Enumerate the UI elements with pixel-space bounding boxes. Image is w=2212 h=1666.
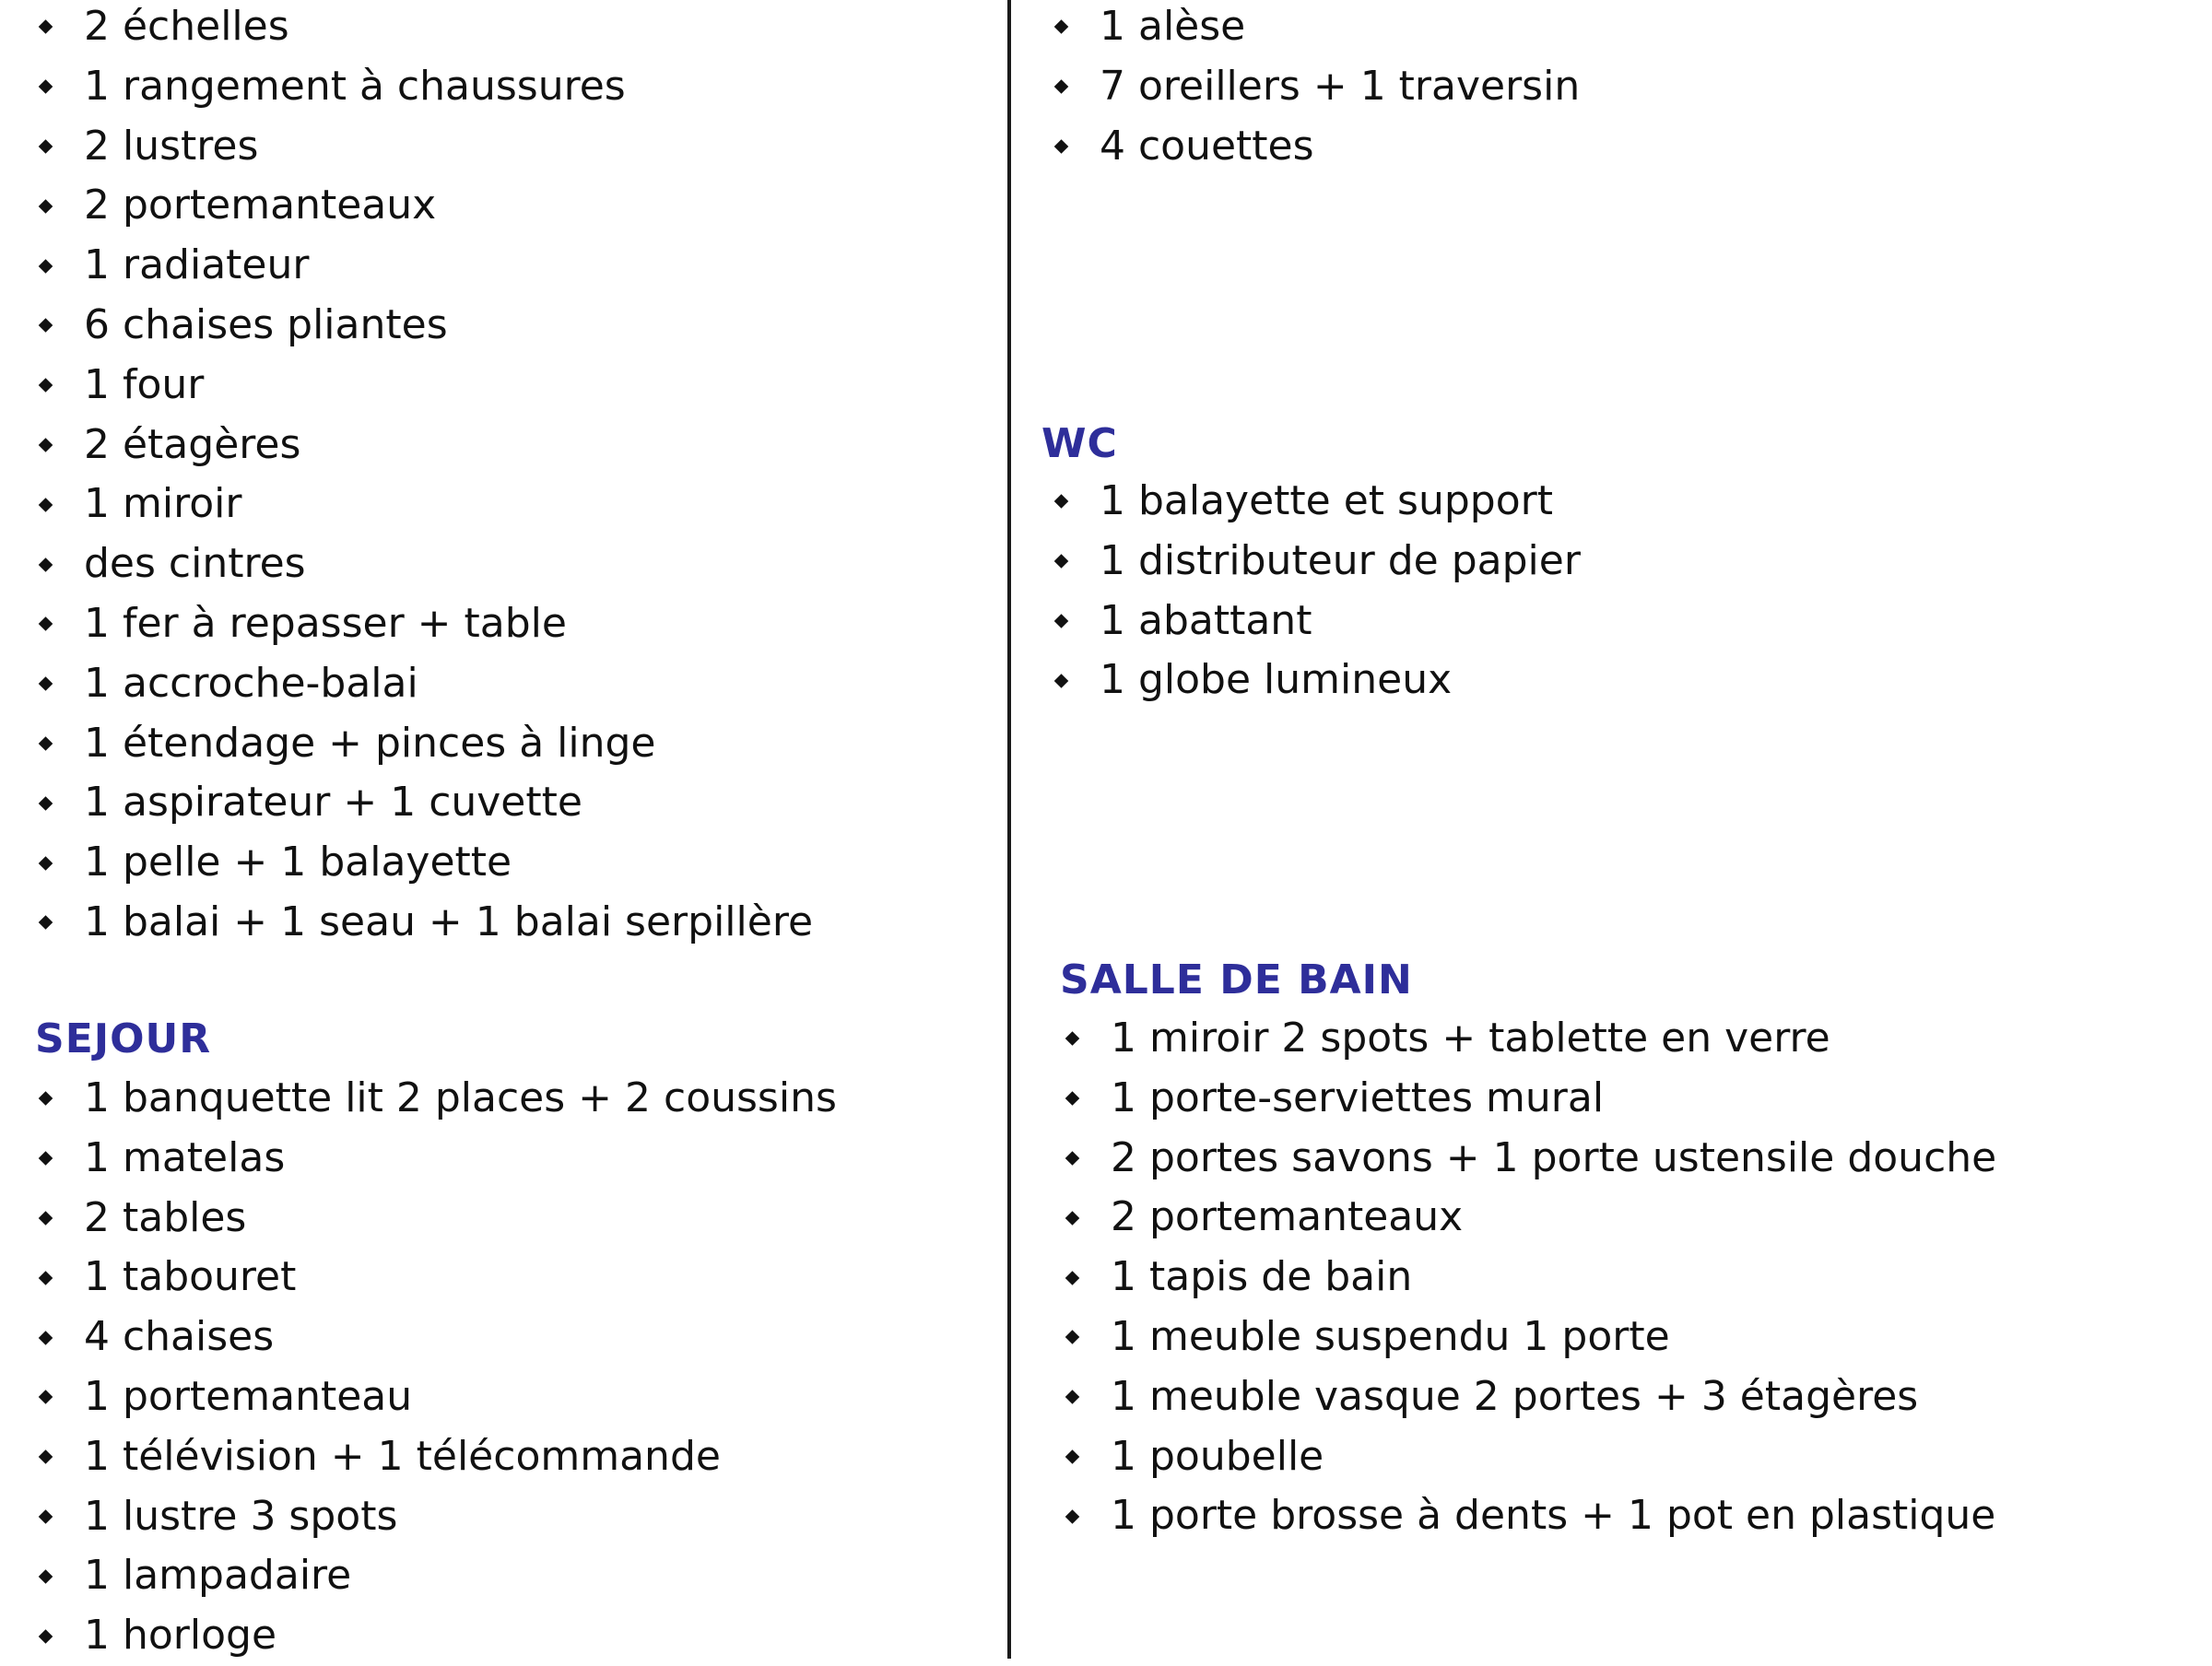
diamond-bullet-icon	[1054, 79, 1069, 94]
list-item-label: 4 chaises	[84, 1313, 275, 1361]
diamond-bullet-icon	[39, 1390, 53, 1405]
diamond-bullet-icon	[1065, 1449, 1080, 1464]
list-item-label: 2 étagères	[84, 420, 301, 468]
diamond-bullet-icon	[1065, 1331, 1080, 1345]
diamond-bullet-icon	[39, 676, 53, 691]
diamond-bullet-icon	[39, 1569, 53, 1584]
diamond-bullet-icon	[1065, 1211, 1080, 1226]
list-item-label: 1 lampadaire	[84, 1552, 352, 1600]
diamond-bullet-icon	[1054, 674, 1069, 688]
salle-de-bain-heading: SALLE DE BAIN	[1060, 956, 1413, 1003]
list-item-label: 1 étendage + pinces à linge	[84, 719, 656, 767]
list-item-label: 1 tabouret	[84, 1253, 297, 1301]
list-item-label: 4 couettes	[1100, 122, 1314, 170]
list-item-label: 1 portemanteau	[84, 1372, 413, 1420]
list-item-label: 1 radiateur	[84, 241, 310, 289]
diamond-bullet-icon	[39, 139, 53, 154]
list-item-label: 2 tables	[84, 1193, 247, 1241]
list-item-label: 1 four	[84, 360, 205, 408]
diamond-bullet-icon	[39, 20, 53, 35]
diamond-bullet-icon	[1065, 1032, 1080, 1047]
diamond-bullet-icon	[1054, 20, 1069, 35]
list-item-label: 1 balai + 1 seau + 1 balai serpillère	[84, 898, 814, 945]
list-item-label: 6 chaises pliantes	[84, 300, 448, 348]
diamond-bullet-icon	[39, 1509, 53, 1524]
diamond-bullet-icon	[1065, 1091, 1080, 1106]
column-divider	[1007, 0, 1011, 1659]
diamond-bullet-icon	[39, 1629, 53, 1644]
diamond-bullet-icon	[39, 617, 53, 632]
list-item-label: 1 tapis de bain	[1111, 1253, 1413, 1301]
list-item-label: 1 lustre 3 spots	[84, 1492, 398, 1540]
diamond-bullet-icon	[39, 1271, 53, 1285]
diamond-bullet-icon	[39, 1092, 53, 1107]
list-item-label: 1 abattant	[1100, 596, 1312, 644]
list-item-label: 1 aspirateur + 1 cuvette	[84, 779, 582, 827]
list-item-label: 1 meuble suspendu 1 porte	[1111, 1312, 1670, 1360]
diamond-bullet-icon	[39, 498, 53, 512]
diamond-bullet-icon	[39, 378, 53, 393]
list-item-label: 1 porte-serviettes mural	[1111, 1074, 1605, 1121]
diamond-bullet-icon	[39, 319, 53, 334]
diamond-bullet-icon	[1054, 495, 1069, 510]
list-item-label: 2 lustres	[84, 122, 259, 170]
list-item-label: 1 alèse	[1100, 3, 1246, 50]
list-item-label: 1 distributeur de papier	[1100, 536, 1581, 584]
list-item-label: 1 fer à repasser + table	[84, 599, 567, 647]
diamond-bullet-icon	[1054, 139, 1069, 154]
diamond-bullet-icon	[1065, 1271, 1080, 1285]
list-item-label: 1 matelas	[84, 1133, 286, 1181]
list-item-label: 1 télévision + 1 télécommande	[84, 1432, 721, 1480]
diamond-bullet-icon	[39, 557, 53, 572]
list-item-label: 1 meuble vasque 2 portes + 3 étagères	[1111, 1372, 1919, 1420]
list-item-label: 1 pelle + 1 balayette	[84, 839, 512, 886]
list-item-label: 1 accroche-balai	[84, 659, 418, 707]
diamond-bullet-icon	[1054, 554, 1069, 569]
list-item-label: 2 portes savons + 1 porte ustensile douche	[1111, 1133, 1997, 1181]
list-item-label: 1 horloge	[84, 1612, 277, 1660]
list-item-label: 1 miroir	[84, 480, 242, 528]
list-item-label: 1 porte brosse à dents + 1 pot en plastique	[1111, 1492, 1996, 1540]
list-item-label: 1 banquette lit 2 places + 2 coussins	[84, 1074, 837, 1121]
list-item-label: 2 portemanteaux	[1111, 1193, 1464, 1241]
list-item-label: 2 portemanteaux	[84, 182, 437, 229]
diamond-bullet-icon	[1065, 1151, 1080, 1166]
diamond-bullet-icon	[39, 438, 53, 452]
diamond-bullet-icon	[39, 736, 53, 751]
list-item-label: 1 poubelle	[1111, 1432, 1324, 1480]
diamond-bullet-icon	[1065, 1509, 1080, 1524]
list-item-label: 7 oreillers + 1 traversin	[1100, 62, 1581, 110]
list-item-label: 1 rangement à chaussures	[84, 62, 626, 110]
diamond-bullet-icon	[39, 259, 53, 274]
diamond-bullet-icon	[39, 79, 53, 94]
diamond-bullet-icon	[39, 916, 53, 931]
list-item-label: 1 balayette et support	[1100, 477, 1553, 524]
diamond-bullet-icon	[39, 1331, 53, 1345]
diamond-bullet-icon	[39, 796, 53, 811]
diamond-bullet-icon	[39, 856, 53, 871]
diamond-bullet-icon	[39, 199, 53, 214]
diamond-bullet-icon	[39, 1211, 53, 1226]
wc-heading: WC	[1041, 420, 1118, 467]
diamond-bullet-icon	[1054, 614, 1069, 628]
list-item-label: 1 miroir 2 spots + tablette en verre	[1111, 1015, 1830, 1062]
diamond-bullet-icon	[1065, 1390, 1080, 1404]
diamond-bullet-icon	[39, 1151, 53, 1166]
sejour-heading: SEJOUR	[35, 1015, 212, 1062]
list-item-label: 2 échelles	[84, 3, 289, 50]
list-item-label: des cintres	[84, 540, 306, 588]
list-item-label: 1 globe lumineux	[1100, 656, 1453, 704]
diamond-bullet-icon	[39, 1449, 53, 1464]
